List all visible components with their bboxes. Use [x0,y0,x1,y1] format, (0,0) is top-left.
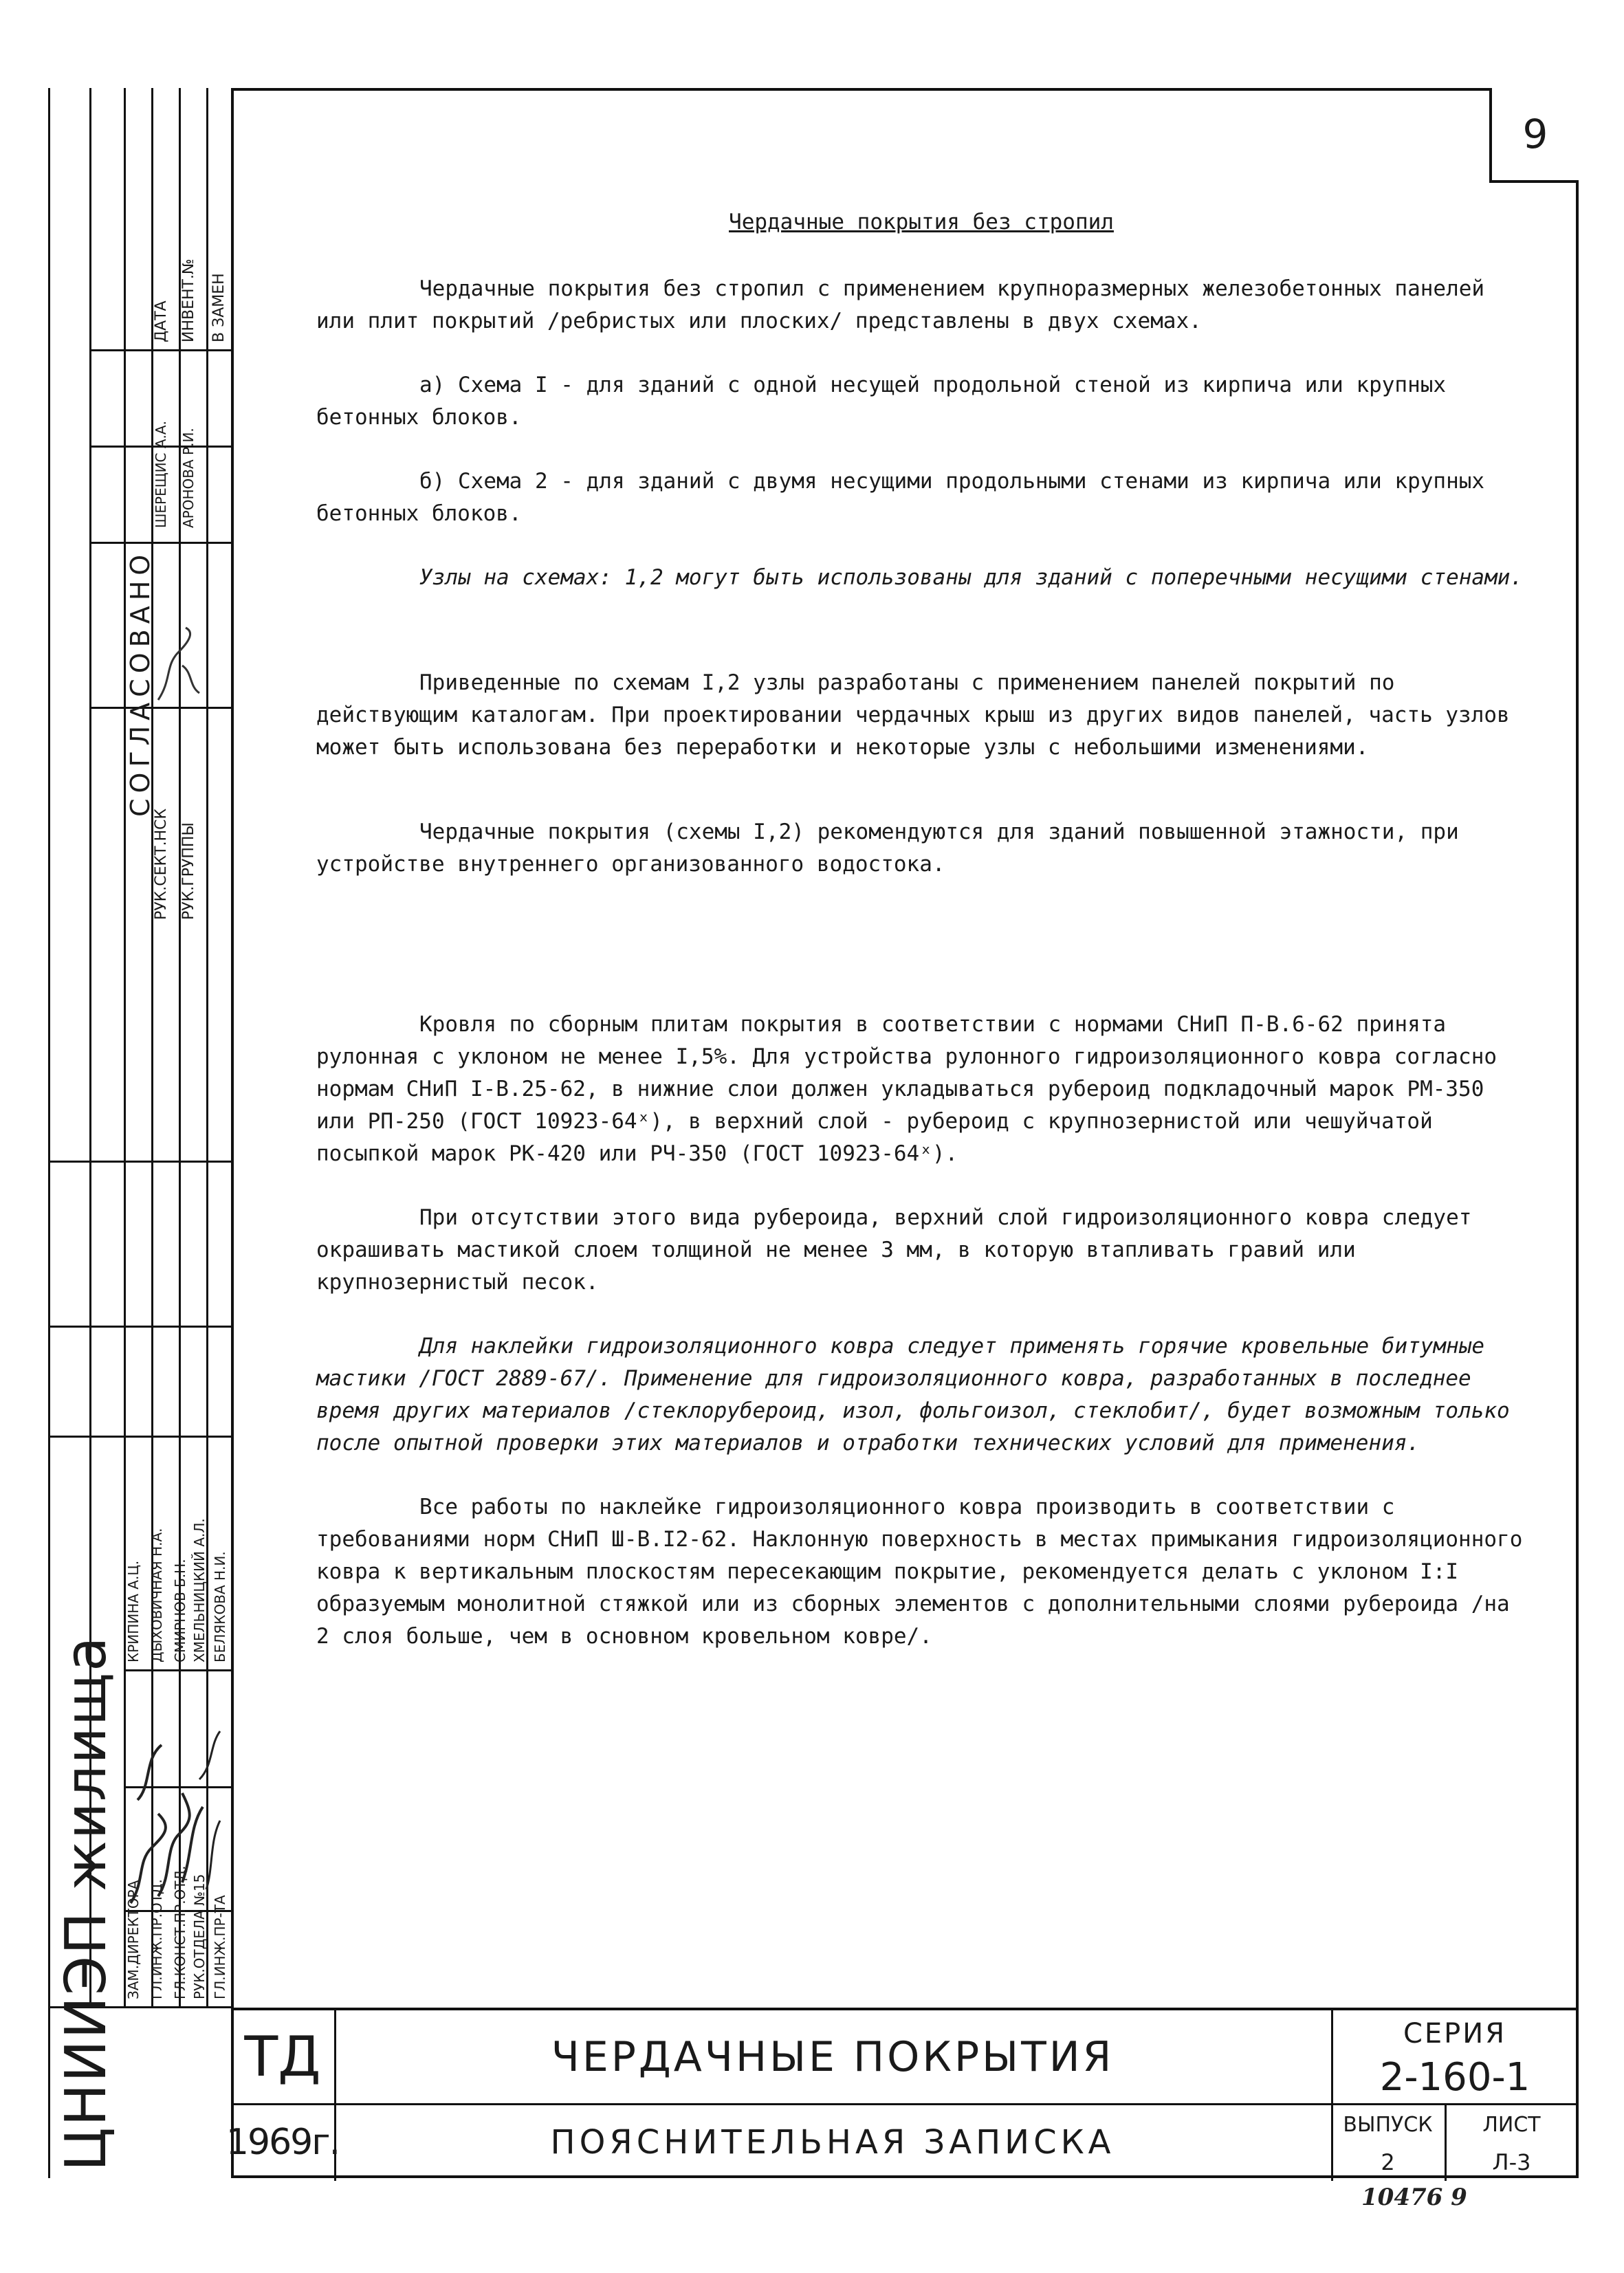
agreed-name: ШЕРЕЩИС А.А. [153,421,169,528]
staff-role: ГЛ.КОНСТ.ПР.ОТД. [172,1865,188,1999]
paragraph: Для наклейки гидроизоляционного ковра следует применять горячие кровельные битумные мастики /ГОСТ 2889-67/. Применение для гидроизоляционного ковра, разработанных в последнее время других материалов /стеклорубероид, изол, фольгоизол, стеклобит/, будет возможным только после опытной проверки этих материалов и отработки технических условий для применения. [316,1334,1510,1456]
sheet-label: ЛИСТ [1482,2112,1541,2137]
agreed-label: СОГЛАСОВАНО [125,549,155,817]
archive-footnote: 10476 9 [1361,2184,1467,2211]
signature-image [124,1676,231,1910]
document-body [316,206,1526,1684]
staff-role: ЗАМ.ДИРЕКТОРА [125,1880,142,1999]
title-block [226,2008,1579,2181]
agreed-role: РУК.ГРУППЫ [180,822,197,920]
doc-code: ТД [244,2025,321,2089]
paragraph: Чердачные покрытия (схемы I,2) рекомендуются для зданий повышенной этажности, при устройстве внутреннего организованного водостока. [316,820,1459,877]
series-label: СЕРИЯ [1403,2018,1507,2050]
series-value: 2-160-1 [1379,2054,1530,2100]
paragraph: Кровля по сборным плитам покрытия в соответствии с нормами СНиП П-В.6-62 принята рулонная с уклоном не менее I,5%. Для устройства рулонного гидроизоляционного ковра согласно нормам СНиП I-В.25-62, в нижние слои должен укладываться рубероид подкладочный марок РМ-350 или РП-250 (ГОСТ 10923-64ˣ), в верхний слой - рубероид с крупнозернистой или чешуйчатой посыпкой марок РК-420 или РЧ-350 (ГОСТ 10923-64ˣ). [316,1012,1497,1166]
vzamen-label: В ЗАМЕН [210,273,228,342]
staff-role: РУК.ОТДЕЛА №15 [191,1874,208,1999]
sheet-value: Л-3 [1492,2149,1531,2175]
agreed-name: АРОНОВА Р.И. [180,428,197,528]
paragraph: б) Схема 2 - для зданий с двумя несущими продольными стенами из кирпича или крупных бетонных блоков. [316,469,1485,526]
staff-role: ГЛ.ИНЖ.ПР.ОТД. [149,1879,165,1999]
issue-value: 2 [1381,2149,1395,2175]
document-title: Чердачные покрытия без стропил [729,210,1114,234]
main-title: ЧЕРДАЧНЫЕ ПОКРЫТИЯ [551,2032,1115,2081]
paragraph: а) Схема I - для зданий с одной несущей продольной стеной из кирпича или крупных бетонных блоков. [316,373,1447,430]
staff-name: ХМЕЛЬНИЦКИЙ А.Л. [191,1518,208,1662]
agreed-role: РУК.СЕКТ.НСК [153,808,170,920]
org-name: ЦНИИЭП жилища [54,1635,119,2171]
signature-image [151,624,206,707]
paragraph: Все работы по наклейке гидроизоляционного ковра производить в соответствии с требованиями норм СНиП Ш-В.I2-62. Наклонную поверхность в местах примыкания гидроизоляционного ковра к вертикальным плоскостям пересекающим покрытие, рекомендуется делать с уклоном I:I образуемым монолитной стяжкой или из сборных элементов с дополнительными слоями рубероида /на 2 слоя больше, чем в основном кровельном ковре/. [316,1495,1523,1649]
paragraph: Чердачные покрытия без стропил с применением крупноразмерных железобетонных панелей или плит покрытий /ребристых или плоских/ представлены в двух схемах. [316,276,1485,333]
invent-label: ИНВЕНТ.№ [180,259,197,342]
date-label: ДАТА [153,300,170,342]
paragraph: Узлы на схемах: 1,2 могут быть использованы для зданий с поперечными несущими стенами. [419,565,1524,590]
staff-name: БЕЛЯКОВА Н.И. [212,1551,228,1662]
staff-name: КРИПИНА А.Ц. [125,1560,142,1662]
doc-year: 1969г. [226,2121,340,2163]
staff-name: СМИРНОВ Б.Н. [172,1559,188,1662]
paragraph: Приведенные по схемам I,2 узлы разработаны с применением панелей покрытий по действующим каталогам. При проектировании чердачных крыш из других видов панелей, часть узлов может быть использована без переработки и некоторые узлы с небольшими изменениями. [316,670,1510,760]
issue-label: ВЫПУСК [1343,2112,1433,2137]
staff-role: ГЛ.ИНЖ.ПР-ТА [212,1895,228,1999]
staff-name: ДЫХОВИЧНАЯ Н.А. [149,1528,165,1662]
paragraph: При отсутствии этого вида рубероида, верхний слой гидроизоляционного ковра следует окрашивать мастикой слоем толщиной не менее 3 мм, в которую втапливать гравий или крупнозернистый песок. [316,1205,1472,1295]
subtitle: ПОЯСНИТЕЛЬНАЯ ЗАПИСКА [550,2122,1115,2162]
side-stamp [48,88,231,2178]
page-number: 9 [1489,88,1579,183]
